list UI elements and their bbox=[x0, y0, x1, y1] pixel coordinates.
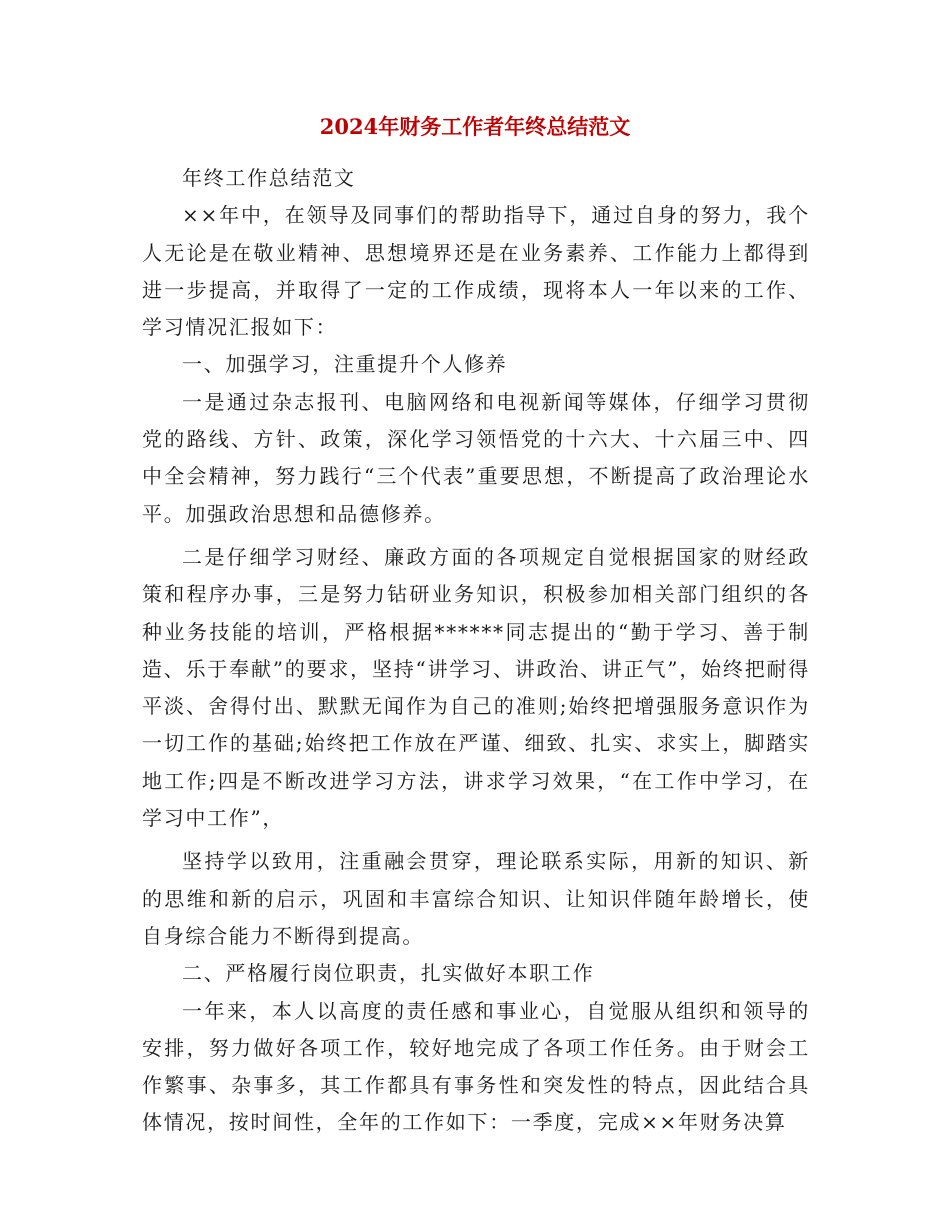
section-heading-2: 二、严格履行岗位职责，扎实做好本职工作 bbox=[182, 961, 595, 986]
paragraph-subtitle: 年终工作总结范文 bbox=[182, 166, 356, 190]
document-title: 2024年财务工作者年终总结范文 bbox=[319, 114, 631, 139]
document-body bbox=[142, 160, 810, 1142]
section-heading-1: 一、加强学习，注重提升个人修养 bbox=[182, 352, 508, 377]
paragraph-study-2: 二是仔细学习财经、廉政方面的各项规定自觉根据国家的财经政策和程序办事，三是努力钻研业务知识，积极参加相关部门组织的各种业务技能的培训，严格根据******同志提出的“勤于学习、善于制造、乐于奉献”的要求，坚持“讲学习、讲政治、讲正气”，始终把耐得平淡、舍得付出、默默无闻作为自己的准则;始终把增强服务意识作为一切工作的基础;始终把工作放在严谨、细致、扎实、求实上，脚踏实地工作;四是不断改进学习方法，讲求学习效果，“在工作中学习，在学习中工作”， bbox=[142, 544, 810, 831]
paragraph-intro: ××年中，在领导及同事们的帮助指导下，通过自身的努力，我个人无论是在敬业精神、思想境界还是在业务素养、工作能力上都得到进一步提高，并取得了一定的工作成绩，现将本人一年以来的工作、学习情况汇报如下： bbox=[142, 203, 810, 340]
paragraph-study-1: 一是通过杂志报刊、电脑网络和电视新闻等媒体，仔细学习贯彻党的路线、方针、政策，深化学习领悟党的十六大、十六届三中、四中全会精神，努力践行“三个代表”重要思想，不断提高了政治理论水平。加强政治思想和品德修养。 bbox=[142, 389, 810, 526]
paragraph-duties: 一年来，本人以高度的责任感和事业心，自觉服从组织和领导的安排，努力做好各项工作，较好地完成了各项工作任务。由于财会工作繁事、杂事多，其工作都具有事务性和突发性的特点，因此结合具体情况，按时间性，全年的工作如下：一季度，完成××年财务决算 bbox=[142, 998, 810, 1135]
paragraph-study-3: 坚持学以致用，注重融会贯穿，理论联系实际，用新的知识、新的思维和新的启示，巩固和丰富综合知识、让知识伴随年龄增长，使自身综合能力不断得到提高。 bbox=[142, 849, 810, 948]
